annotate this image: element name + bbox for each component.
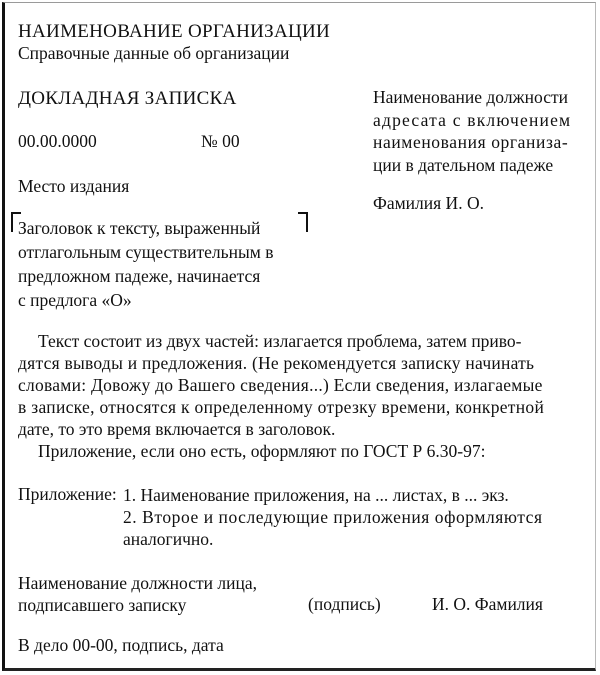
addressee-line: Наименование должности <box>373 87 568 107</box>
signer-position-line: подписавшего записку <box>18 595 187 615</box>
place-of-issue: Место издания <box>18 176 130 196</box>
body-line: дятся выводы и предложения. (Не рекомендуется записку начинать <box>18 353 535 373</box>
body-line: дате, то это время включается в заголовок. <box>18 419 336 439</box>
filing-note: В дело 00-00, подпись, дата <box>18 635 224 655</box>
document-type: ДОКЛАДНАЯ ЗАПИСКА <box>18 88 237 109</box>
body-line: в записке, относятся к определенному отрезку времени, конкретной <box>18 397 545 417</box>
heading-line: с предлога «О» <box>18 290 132 310</box>
text-heading <box>18 216 273 312</box>
attachment-label: Приложение: <box>18 484 117 504</box>
body-line: Текст состоит из двух частей: излагается проблема, затем приво- <box>38 331 522 351</box>
attachment-list <box>123 484 543 550</box>
document-page <box>2 2 596 671</box>
bracket-corner-right-icon <box>298 212 308 232</box>
signature-mark: (подпись) <box>308 594 381 614</box>
addressee-line: наименования организа- <box>373 132 569 152</box>
body-line: словами: Довожу до Вашего сведения...) Если сведения, излагаемые <box>18 375 543 395</box>
heading-line: предложном падеже, начинается <box>18 266 261 286</box>
signer-name: И. О. Фамилия <box>432 594 543 614</box>
organization-name: НАИМЕНОВАНИЕ ОРГАНИЗАЦИИ <box>18 21 331 42</box>
heading-line: отглагольным существительным в <box>18 242 274 262</box>
organization-info: Справочные данные об организации <box>18 43 290 63</box>
addressee-block <box>373 86 598 176</box>
attachment-item: 2. Второе и последующие приложения оформляются <box>123 507 543 527</box>
body-text <box>18 330 596 462</box>
attachment-item: 1. Наименование приложения, на ... листах, в ... экз. <box>123 485 509 505</box>
document-date: 00.00.0000 <box>18 131 97 151</box>
addressee-line: ции в дательном падеже <box>373 154 554 175</box>
addressee-line: адресата с включением <box>373 109 572 130</box>
body-line: Приложение, если оно есть, оформляют по ГОСТ Р 6.30-97: <box>38 441 486 461</box>
document-number: № 00 <box>201 131 240 151</box>
signer-position <box>18 572 257 616</box>
signer-position-line: Наименование должности лица, <box>18 573 257 593</box>
attachment-item: аналогично. <box>123 529 214 549</box>
heading-line: Заголовок к тексту, выраженный <box>18 218 261 238</box>
addressee-name: Фамилия И. О. <box>373 193 484 213</box>
